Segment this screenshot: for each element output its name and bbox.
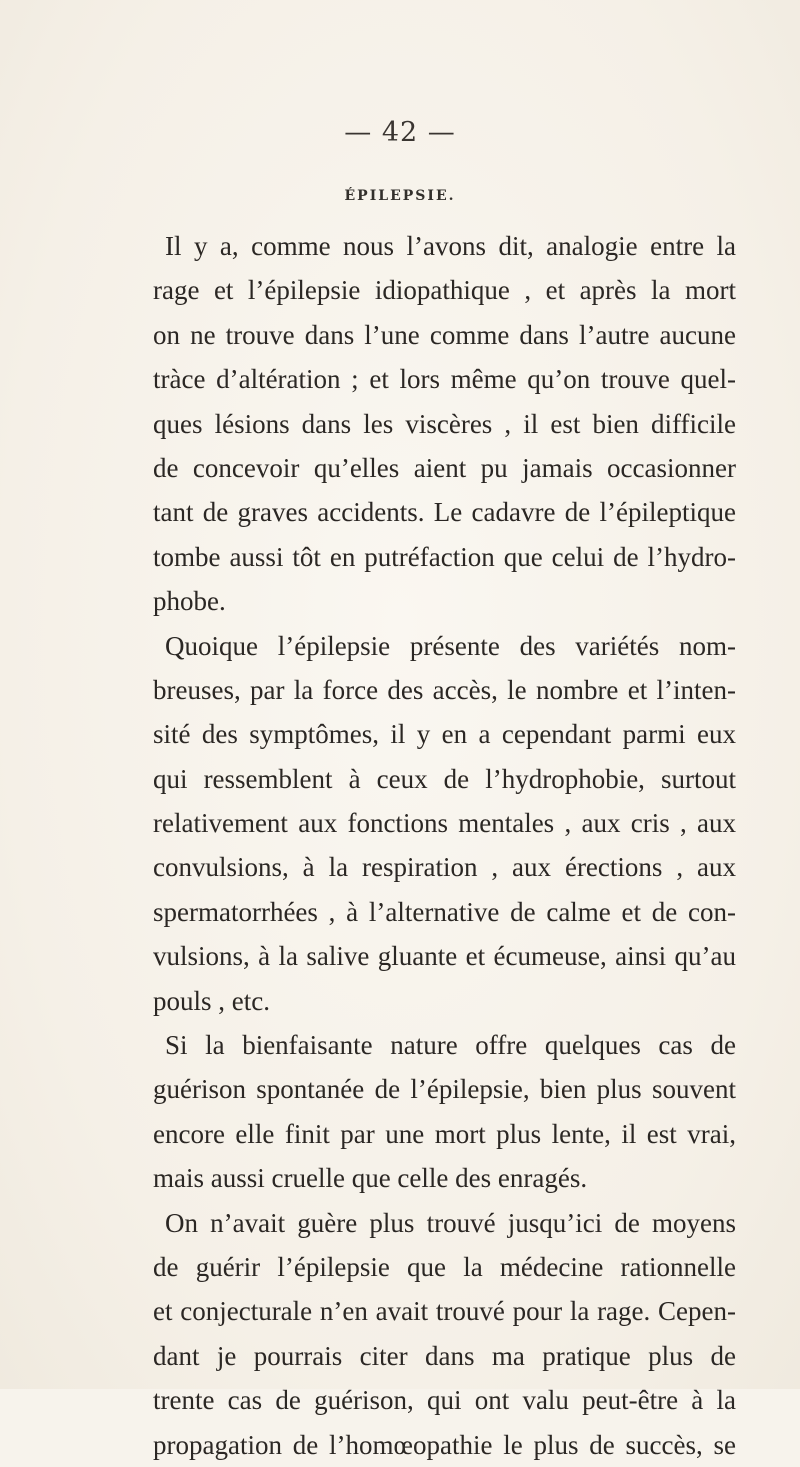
text-line: propagation de l’homœopathie le plus de succès, se xyxy=(153,1429,736,1460)
text-line: tombe aussi tôt en putréfaction que celui de l’hydro- xyxy=(153,541,736,572)
text-line: relativement aux fonctions mentales , aux cris , aux xyxy=(153,808,736,839)
text-line: ques lésions dans les viscères , il est bien difficile xyxy=(153,408,736,439)
text-line: dant je pourrais citer dans ma pratique plus de xyxy=(153,1340,736,1371)
text-line: Quoique l’épilepsie présente des variétés nom- xyxy=(165,630,736,661)
body-text xyxy=(153,224,736,1467)
text-line: qui ressemblent à ceux de l’hydrophobie, surtout xyxy=(153,763,736,794)
section-heading: ÉPILEPSIE. xyxy=(344,188,456,204)
text-line: vulsions, à la salive gluante et écumeuse, ainsi qu’au xyxy=(153,941,736,972)
text-line: breuses, par la force des accès, le nombre et l’inten- xyxy=(153,674,736,705)
text-line: on ne trouve dans l’une comme dans l’autre aucune xyxy=(153,319,736,350)
text-line: trente cas de guérison, qui ont valu peut-être à la xyxy=(153,1385,736,1416)
text-line: sité des symptômes, il y en a cependant parmi eux xyxy=(153,719,736,750)
text-line: guérison spontanée de l’épilepsie, bien plus souvent xyxy=(153,1074,736,1105)
text-line: Si la bienfaisante nature offre quelques cas de xyxy=(165,1030,736,1061)
text-line: tràce d’altération ; et lors même qu’on trouve quel- xyxy=(153,364,736,395)
text-line: Il y a, comme nous l’avons dit, analogie entre la xyxy=(165,231,736,261)
text-line: tant de graves accidents. Le cadavre de l’épileptique xyxy=(153,497,736,528)
text-line: encore elle finit par une mort plus lente, il est vrai, xyxy=(153,1118,736,1149)
text-line: spermatorrhées , à l’alternative de calme et de con- xyxy=(153,896,736,927)
text-line: de concevoir qu’elles aient pu jamais occasionner xyxy=(153,452,736,483)
text-line: pouls , etc. xyxy=(153,985,270,1016)
text-line: convulsions, à la respiration , aux érections , aux xyxy=(153,852,736,883)
text-line: On n’avait guère plus trouvé jusqu’ici de moyens xyxy=(165,1207,736,1238)
text-line: rage et l’épilepsie idiopathique , et après la mort xyxy=(153,275,736,306)
text-line: et conjecturale n’en avait trouvé pour la rage. Cepen- xyxy=(153,1296,736,1327)
page-number: — 42 — xyxy=(344,117,456,148)
text-line: de guérir l’épilepsie que la médecine rationnelle xyxy=(153,1251,736,1282)
text-line: mais aussi cruelle que celle des enragés. xyxy=(153,1163,588,1194)
text-line: phobe. xyxy=(153,586,226,617)
